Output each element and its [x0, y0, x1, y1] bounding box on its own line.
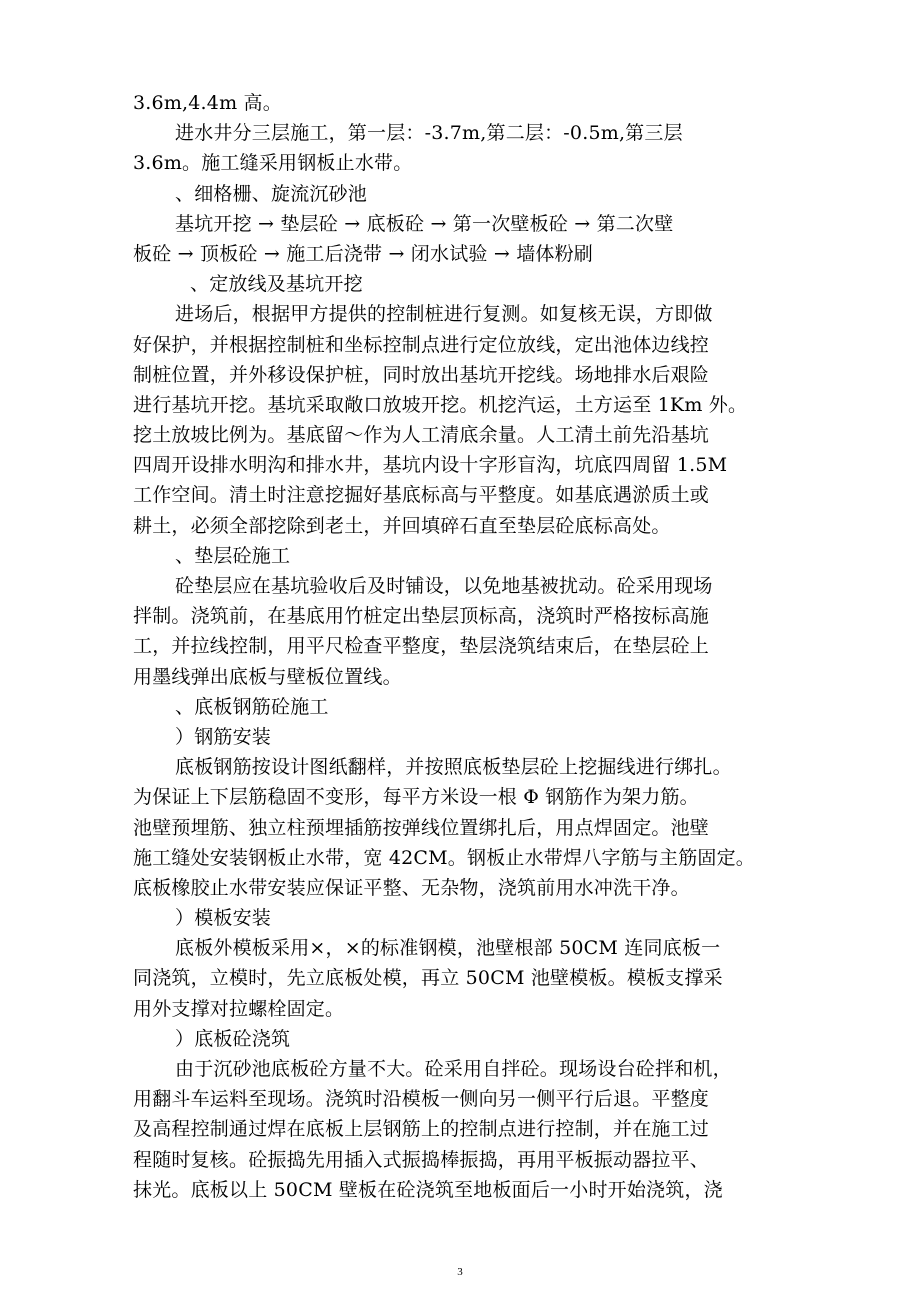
text-line: 四周开设排水明沟和排水井，基坑内设十字形盲沟，坑底四周留 1.5M — [133, 454, 728, 477]
text-line: 进场后，根据甲方提供的控制桩进行复测。如复核无误，方即做 — [175, 303, 713, 326]
text-line: 用翻斗车运料至现场。浇筑时沿模板一侧向另一侧平行后退。平整度 — [133, 1088, 710, 1111]
text-line: 好保护，并根据控制桩和坐标控制点进行定位放线，定出池体边线控 — [133, 333, 710, 356]
text-line: 底板钢筋按设计图纸翻样，并按照底板垫层砼上挖掘线进行绑扎。 — [175, 756, 732, 779]
text-line: 、细格栅、旋流沉砂池 — [175, 182, 368, 205]
text-line: ）模板安装 — [175, 907, 272, 930]
text-line: 程随时复核。砼振捣先用插入式振捣棒振捣，再用平板振动器拉平、 — [133, 1148, 710, 1171]
text-line: 进水井分三层施工，第一层：-3.7m,第二层：-0.5m,第三层 — [175, 122, 683, 145]
text-line: 挖土放坡比例为。基底留～作为人工清底余量。人工清土前先沿基坑 — [133, 424, 710, 447]
text-line: 3.6m,4.4m 高。 — [133, 92, 282, 114]
text-line: 及高程控制通过焊在底板上层钢筋上的控制点进行控制，并在施工过 — [133, 1118, 710, 1141]
document-body — [133, 88, 793, 1205]
text-line: 工，并拉线控制，用平尺检查平整度，垫层浇筑结束后，在垫层砼上 — [133, 635, 710, 658]
text-line: 底板橡胶止水带安装应保证平整、无杂物，浇筑前用水冲洗干净。 — [133, 876, 690, 899]
text-line: 用墨线弹出底板与壁板位置线。 — [133, 665, 402, 688]
text-line: 拌制。浇筑前，在基底用竹桩定出垫层顶标高，浇筑时严格按标高施 — [133, 605, 710, 628]
text-line: 同浇筑，立模时，先立底板处模，再立 50CM 池壁模板。模板支撑采 — [133, 967, 723, 990]
text-line: 池壁预埋筋、独立柱预埋插筋按弹线位置绑扎后，用点焊固定。池壁 — [133, 816, 710, 839]
text-line: 施工缝处安装钢板止水带，宽 42CM。钢板止水带焊八字筋与主筋固定。 — [133, 846, 756, 869]
text-line: 进行基坑开挖。基坑采取敞口放坡开挖。机挖汽运，土方运至 1Km 外。 — [133, 393, 748, 416]
text-line: 底板外模板采用×，×的标准钢模，池壁根部 50CM 连同底板一 — [175, 937, 721, 960]
text-line: 制桩位置，并外移设保护桩，同时放出基坑开挖线。场地排水后艰险 — [133, 363, 710, 386]
text-line: 、定放线及基坑开挖 — [190, 273, 363, 296]
text-line: 砼垫层应在基坑验收后及时铺设，以免地基被扰动。砼采用现场 — [175, 575, 713, 597]
text-line: 板砼 → 顶板砼 → 施工后浇带 → 闭水试验 → 墙体粉刷 — [133, 242, 593, 265]
text-line: 、底板钢筋砼施工 — [175, 695, 329, 718]
text-line: 基坑开挖 → 垫层砼 → 底板砼 → 第一次壁板砼 → 第二次壁 — [175, 212, 674, 235]
text-line: 、垫层砼施工 — [175, 544, 291, 567]
text-line: 为保证上下层筋稳固不变形，每平方米设一根 Φ 钢筋作为架力筋。 — [133, 786, 699, 809]
text-line: 用外支撑对拉螺栓固定。 — [133, 997, 345, 1020]
text-line: 3.6m。施工缝采用钢板止水带。 — [133, 152, 413, 175]
text-line: 抹光。底板以上 50CM 壁板在砼浇筑至地板面后一小时开始浇筑，浇 — [133, 1178, 723, 1201]
text-line: 由于沉砂池底板砼方量不大。砼采用自拌砼。现场设台砼拌和机， — [175, 1058, 732, 1080]
text-line: ）钢筋安装 — [175, 725, 272, 748]
text-line: 耕土，必须全部挖除到老土，并回填碎石直至垫层砼底标高处。 — [133, 514, 671, 537]
text-line: 工作空间。清土时注意挖掘好基底标高与平整度。如基底遇淤质土或 — [133, 484, 710, 507]
page-number: 3 — [457, 1266, 463, 1278]
text-line: ）底板砼浇筑 — [175, 1027, 291, 1050]
